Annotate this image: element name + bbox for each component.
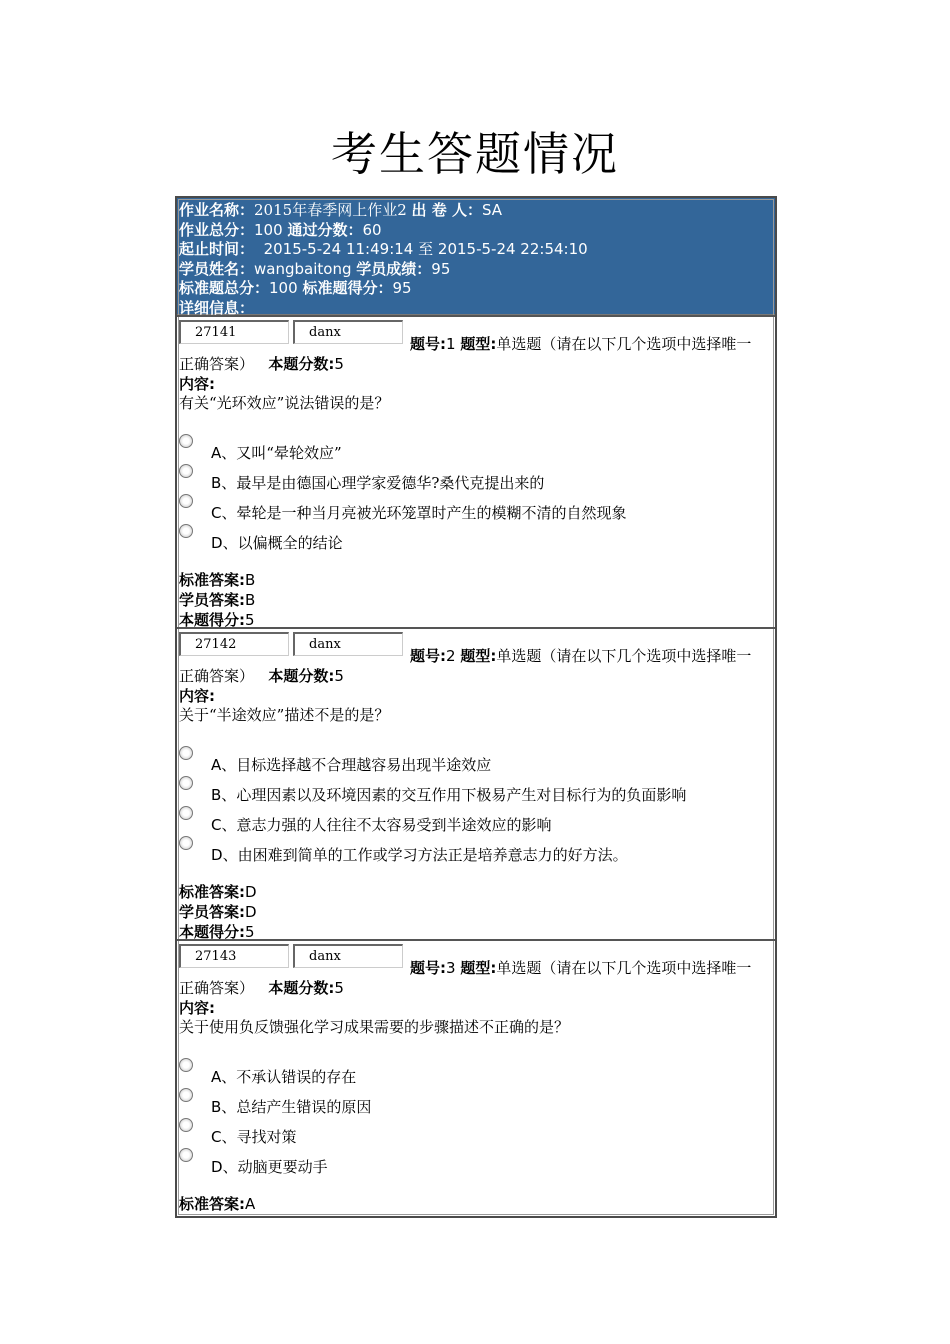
- radio-icon[interactable]: [179, 464, 193, 478]
- question-type-text: 单选题（请在以下几个选项中选择唯一: [496, 647, 752, 665]
- question-content: 关于使用负反馈强化学习成果需要的步骤描述不正确的是？: [179, 1018, 570, 1036]
- stu-answer-label: 学员答案:: [179, 591, 245, 609]
- std-answer-label: 标准答案:: [179, 1195, 245, 1213]
- option-text: 心理因素以及环境因素的交互作用下极易产生对目标行为的负面影响: [236, 786, 687, 804]
- question-type-text: 单选题（请在以下几个选项中选择唯一: [496, 959, 752, 977]
- question-type-text-cont: 正确答案）: [179, 667, 255, 685]
- option-text: 总结产生错误的原因: [236, 1098, 372, 1116]
- option-key: C: [211, 504, 222, 522]
- radio-icon[interactable]: [179, 1088, 193, 1102]
- content-label: 内容:: [179, 999, 215, 1017]
- content-label: 内容:: [179, 375, 215, 393]
- question-header: [410, 957, 751, 978]
- option-key: A: [211, 444, 222, 462]
- author-value: SA: [481, 201, 503, 219]
- std-answer-value: A: [245, 1195, 256, 1213]
- question-id-field[interactable]: 27141: [179, 320, 289, 344]
- score-value: 95: [431, 259, 451, 278]
- total-value: 100: [254, 220, 283, 239]
- std-score-label: 标准题得分：: [302, 279, 393, 298]
- qnum-label: 题号:: [410, 335, 446, 353]
- question-id-field[interactable]: 27142: [179, 632, 289, 656]
- qtype-label: 题型:: [460, 647, 497, 665]
- option-text: 不承认错误的存在: [236, 1068, 357, 1086]
- question-header-cont: [179, 353, 344, 374]
- question-score: 5: [334, 979, 344, 997]
- option-text: 由困难到简单的工作或学习方法正是培养意志力的好方法。: [237, 846, 628, 864]
- student-label: 学员姓名：: [179, 259, 255, 278]
- student-value: wangbaitong: [254, 259, 352, 278]
- got-value: 5: [245, 923, 255, 941]
- option-text: 意志力强的人往往不太容易受到半途效应的影响: [236, 816, 552, 834]
- option-text: 最早是由德国心理学家爱德华?桑代克提出来的: [236, 474, 545, 492]
- option-key: B: [211, 1098, 222, 1116]
- question-number: 2: [446, 647, 456, 665]
- pass-label: 通过分数：: [287, 220, 363, 239]
- question-score: 5: [334, 667, 344, 685]
- radio-icon[interactable]: [179, 494, 193, 508]
- question-block: 27141 danx 题号:1 题型:单选题（请在以下几个选项中选择唯一 正确答案） 本题分数:5 内容: 有关“光环效应”说法错误的是？ A、又叫“晕轮效应” B、最早是由德国心理学家爱德华?桑代克提出来的 C、晕轮是一种当月亮被光环笼罩时产生的模糊不清的自然现象 D、以偏概全的结论 标准答案:B 学员答案:B 本题得分:5: [177, 315, 775, 627]
- qscore-label: 本题分数:: [268, 355, 335, 373]
- option-key: D: [211, 1158, 223, 1176]
- total-label: 作业总分：: [179, 220, 255, 239]
- option-text: 动脑更要动手: [237, 1158, 328, 1176]
- radio-icon[interactable]: [179, 434, 193, 448]
- got-value: 5: [245, 611, 255, 629]
- question-block: 27142 danx 题号:2 题型:单选题（请在以下几个选项中选择唯一 正确答案） 本题分数:5 内容: 关于“半途效应”描述不是的是？ A、目标选择越不合理越容易出现半途效应 B、心理因素以及环境因素的交互作用下极易产生对目标行为的负面影响 C、意志力强的人往往不太容易受到半途效应的影响 D、由困难到简单的工作或学习方法正是培养意志力的好方法。 标准答案:D 学员答案:D 本题得分:5: [177, 627, 775, 939]
- option-text: 晕轮是一种当月亮被光环笼罩时产生的模糊不清的自然现象: [236, 504, 627, 522]
- option-key: A: [211, 1068, 222, 1086]
- student-answer: [179, 589, 255, 610]
- standard-answer: [179, 569, 255, 590]
- question-score: 5: [334, 355, 344, 373]
- radio-icon[interactable]: [179, 1118, 193, 1132]
- qnum-label: 题号:: [410, 647, 446, 665]
- radio-icon[interactable]: [179, 1148, 193, 1162]
- question-type-field[interactable]: danx: [293, 632, 403, 656]
- radio-icon[interactable]: [179, 1058, 193, 1072]
- qscore-label: 本题分数:: [268, 667, 335, 685]
- question-number: 3: [446, 959, 456, 977]
- std-answer-label: 标准答案:: [179, 883, 245, 901]
- author-label: 出 卷 人：: [411, 201, 482, 219]
- question-header-cont: [179, 665, 344, 686]
- qtype-label: 题型:: [460, 959, 497, 977]
- question-header-cont: [179, 977, 344, 998]
- radio-icon[interactable]: [179, 776, 193, 790]
- got-label: 本题得分:: [179, 611, 245, 629]
- std-answer-label: 标准答案:: [179, 571, 245, 589]
- page-title: 考生答题情况: [331, 127, 619, 181]
- standard-answer: [179, 1193, 255, 1214]
- question-type-field[interactable]: danx: [293, 320, 403, 344]
- question-header: [410, 645, 751, 666]
- standard-answer: [179, 881, 257, 902]
- option-text: 寻找对策: [236, 1128, 297, 1146]
- question-content: 有关“光环效应”说法错误的是？: [179, 394, 390, 412]
- stu-answer-value: B: [245, 591, 256, 609]
- question-type-text: 单选题（请在以下几个选项中选择唯一: [496, 335, 752, 353]
- got-label: 本题得分:: [179, 923, 245, 941]
- option-key: D: [211, 846, 223, 864]
- stu-answer-label: 学员答案:: [179, 903, 245, 921]
- answer-panel: [175, 196, 777, 1218]
- time-label: 起止时间：: [179, 240, 255, 259]
- option-key: C: [211, 816, 222, 834]
- option-key: B: [211, 786, 222, 804]
- assignment-name: 2015年春季网上作业2: [254, 201, 407, 219]
- stu-answer-value: D: [245, 903, 257, 921]
- std-answer-value: B: [245, 571, 256, 589]
- std-score-value: 95: [392, 279, 412, 298]
- student-answer: [179, 901, 257, 922]
- option-key: C: [211, 1128, 222, 1146]
- option-key: A: [211, 756, 222, 774]
- option-key: D: [211, 534, 223, 552]
- radio-icon[interactable]: [179, 746, 193, 760]
- question-type-text-cont: 正确答案）: [179, 355, 255, 373]
- assignment-info: [177, 198, 775, 315]
- std-total-value: 100: [269, 279, 298, 298]
- question-content: 关于“半途效应”描述不是的是？: [179, 706, 390, 724]
- std-total-label: 标准题总分：: [179, 279, 270, 298]
- question-type-field[interactable]: danx: [293, 944, 403, 968]
- question-id-field[interactable]: 27143: [179, 944, 289, 968]
- score-label: 学员成绩：: [356, 259, 432, 278]
- qscore-label: 本题分数:: [268, 979, 335, 997]
- pass-value: 60: [362, 220, 382, 239]
- option-text: 又叫“晕轮效应”: [236, 444, 342, 462]
- time-to: 至: [418, 240, 434, 259]
- qnum-label: 题号:: [410, 959, 446, 977]
- time-start: 2015-5-24 11:49:14: [263, 240, 414, 259]
- radio-icon[interactable]: [179, 806, 193, 820]
- question-block: 27143 danx 题号:3 题型:单选题（请在以下几个选项中选择唯一 正确答案） 本题分数:5 内容: 关于使用负反馈强化学习成果需要的步骤描述不正确的是？ A、不承认错误的存在 B、总结产生错误的原因 C、寻找对策 D、动脑更要动手 标准答案:A: [177, 939, 775, 1215]
- std-answer-value: D: [245, 883, 257, 901]
- name-label: 作业名称：: [179, 201, 255, 219]
- content-label: 内容:: [179, 687, 215, 705]
- qtype-label: 题型:: [460, 335, 497, 353]
- option-key: B: [211, 474, 222, 492]
- radio-icon[interactable]: [179, 836, 193, 850]
- question-number: 1: [446, 335, 456, 353]
- option-text: 以偏概全的结论: [237, 534, 343, 552]
- question-type-text-cont: 正确答案）: [179, 979, 255, 997]
- question-header: [410, 333, 751, 354]
- radio-icon[interactable]: [179, 524, 193, 538]
- option-text: 目标选择越不合理越容易出现半途效应: [236, 756, 492, 774]
- detail-label: 详细信息：: [179, 298, 255, 317]
- time-end: 2015-5-24 22:54:10: [437, 240, 588, 259]
